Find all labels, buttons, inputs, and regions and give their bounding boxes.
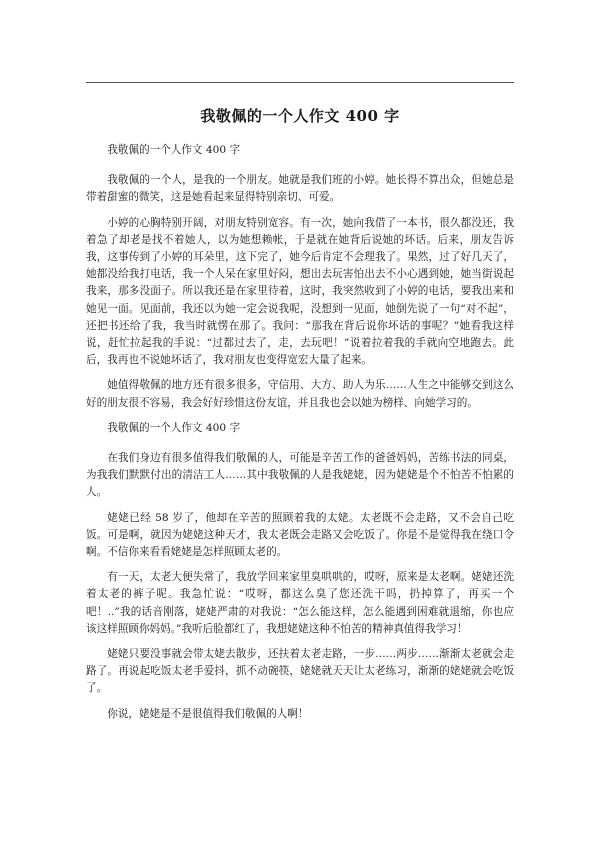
paragraph: 姥姥只要没事就会带太姥去散步，还扶着太老走路，一步……两步……渐渐太老就会走路了。再说起吃饭太老手爱抖，抓不动碗筷，姥姥就天天让太老练习，渐渐的姥姥就会吃饭了。 xyxy=(86,648,514,695)
document-title: 我敬佩的一个人作文 400 字 xyxy=(200,107,400,125)
paragraph: 你说，姥姥是不是很值得我们敬佩的人啊！ xyxy=(107,707,309,720)
paragraph: 我敬佩的一个人，是我的一个朋友。她就是我们班的小婷。她长得不算出众，但她总是带着甜蜜的微笑，这是她看起来显得特别亲切、可爱。 xyxy=(86,174,514,204)
header-rule xyxy=(86,82,514,83)
paragraph: 在我们身边有很多值得我们敬佩的人，可能是辛苦工作的爸爸妈妈，苦练书法的同桌，为我我们默默付出的清洁工人……其中我敬佩的人是我姥姥，因为姥姥是个不怕苦不怕累的人。 xyxy=(86,452,514,499)
paragraph: 小婷的心胸特别开阔，对朋友特别宽容。有一次，她向我借了一本书，很久都没还，我着急了却老是找不着她人，以为她想赖帐，于是就在她背后说她的坏话。后来，朋友告诉我，这事传到了小婷的耳朵里，这下完了，她今后肯定不会理我了。果然，过了好几天了，她都没给我打电话，我一个人呆在家里好闷，想出去玩害怕出去不小心遇到她，她当街说起我来，那多没面子。所以我还是在家里待着，这时，我突然收到了小婷的电话，要我出来和她见一面。见面前，我还以为她一定会说我呢，没想到一见面，她倒先说了一句“对不起”，还把书还给了我，我当时就愣在那了。我问：“那我在背后说你坏话的事呢？”她看我这样说，赶忙拉起我的手说：“过都过去了，走，去玩吧！”说着拉着我的手就向空地跑去。此后，我再也不说她坏话了，我对朋友也变得宽宏大量了起来。 xyxy=(86,216,514,367)
subtitle-2: 我敬佩的一个人作文 400 字 xyxy=(107,421,241,434)
paragraph: 姥姥已经 58 岁了，他却在辛苦的照顾着我的太姥。太老既不会走路，又不会自己吃饭。可是啊，就因为姥姥这种天才，我太老既会走路又会吃饭了。你是不是觉得我在绕口令啊。不信你来看看姥姥是怎样照顾太老的。 xyxy=(86,511,514,559)
subtitle-1: 我敬佩的一个人作文 400 字 xyxy=(107,144,241,156)
paragraph: 有一天，太老大便失常了，我放学回来家里臭哄哄的，哎呀，原来是太老啊。姥姥还洗着太老的裤子呢。我急忙说：“哎呀，都这么臭了您还洗干吗，扔掉算了，再买一个吧！..”我的话音刚落，姥姥严肃的对我说：“怎么能这样，怎么能遇到困难就退缩，你也应该这样照顾你妈妈。”我听后脸都红了，我想姥姥这种不怕苦的精神真值得我学习！ xyxy=(86,571,514,635)
paragraph: 她值得敬佩的地方还有很多很多，守信用、大方、助人为乐……人生之中能够交到这么好的朋友很不容易，我会好好珍惜这份友谊，并且我也会以她为榜样、向她学习的。 xyxy=(86,379,514,409)
document-body xyxy=(86,142,514,731)
